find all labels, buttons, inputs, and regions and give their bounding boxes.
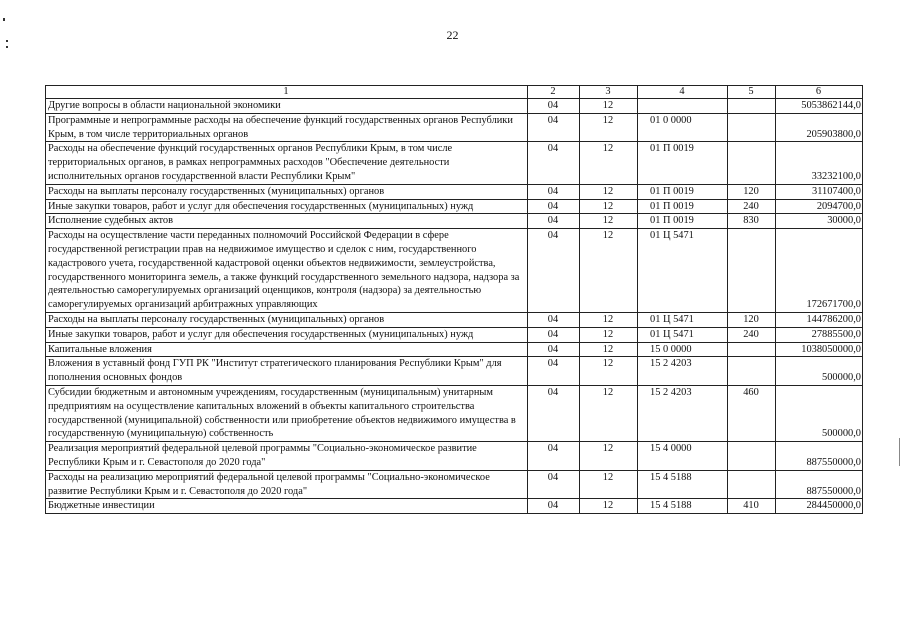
table-row: [46, 199, 863, 214]
cell-target: 15 0 0000: [638, 342, 728, 357]
header-cell-amount: 6: [776, 86, 863, 99]
cell-amount: 1038050000,0: [776, 342, 863, 357]
table-row: [46, 499, 863, 514]
cell-target: 01 Ц 5471: [638, 312, 728, 327]
cell-name: Капитальные вложения: [46, 342, 528, 357]
cell-subsection: 12: [580, 312, 638, 327]
cell-subsection: 12: [580, 499, 638, 514]
cell-type: 410: [728, 499, 776, 514]
cell-section: 04: [528, 385, 580, 441]
cell-name: Расходы на осуществление части переданных полномочий Российской Федерации в сфере государственной регистрации прав на недвижимое имущество и сделок с ним, государственного кадастрового учета, государственной кадастровой оценки объектов недвижимости, землеустройства, государственного мониторинга земель, а также функций государственного земельного надзора, надзора за деятельностью саморегулируемых организаций оценщиков, контроля (надзора) за деятельностью саморегулируемых организаций арбитражных управляющих: [46, 229, 528, 313]
cell-type: [728, 342, 776, 357]
cell-name: Бюджетные инвестиции: [46, 499, 528, 514]
cell-name: Программные и непрограммные расходы на обеспечение функций государственных органов Республики Крым, в том числе территориальных органов: [46, 113, 528, 142]
cell-target: 15 4 5188: [638, 499, 728, 514]
cell-subsection: 12: [580, 99, 638, 114]
cell-subsection: 12: [580, 342, 638, 357]
page-number: 22: [446, 28, 459, 42]
cell-name: Вложения в уставный фонд ГУП РК "Институт стратегического планирования Республики Крым" для пополнения основных фондов: [46, 357, 528, 386]
cell-subsection: 12: [580, 385, 638, 441]
cell-amount: 5053862144,0: [776, 99, 863, 114]
header-cell-section: 2: [528, 86, 580, 99]
cell-type: [728, 442, 776, 471]
table-header-row: [46, 86, 863, 99]
table-row: [46, 357, 863, 386]
cell-amount: 284450000,0: [776, 499, 863, 514]
cell-section: 04: [528, 142, 580, 184]
cell-type: 240: [728, 199, 776, 214]
header-cell-name: 1: [46, 86, 528, 99]
cell-amount: 31107400,0: [776, 184, 863, 199]
cell-subsection: 12: [580, 470, 638, 499]
cell-target: 01 Ц 5471: [638, 229, 728, 313]
cell-target: [638, 99, 728, 114]
cell-subsection: 12: [580, 142, 638, 184]
table-row: [46, 214, 863, 229]
cell-target: 01 П 0019: [638, 214, 728, 229]
cell-amount: 144786200,0: [776, 312, 863, 327]
table-row: [46, 229, 863, 313]
cell-amount: 500000,0: [776, 385, 863, 441]
cell-section: 04: [528, 442, 580, 471]
cell-type: [728, 113, 776, 142]
table-row: [46, 327, 863, 342]
table-row: [46, 470, 863, 499]
cell-section: 04: [528, 113, 580, 142]
cell-subsection: 12: [580, 184, 638, 199]
cell-type: [728, 142, 776, 184]
cell-amount: 30000,0: [776, 214, 863, 229]
cell-name: Расходы на выплаты персоналу государственных (муниципальных) органов: [46, 184, 528, 199]
cell-target: 01 0 0000: [638, 113, 728, 142]
cell-type: 240: [728, 327, 776, 342]
scan-mark-right-edge: [899, 438, 900, 466]
scan-mark-dot-2: [6, 46, 8, 48]
table-row: [46, 184, 863, 199]
cell-section: 04: [528, 229, 580, 313]
header-cell-type: 5: [728, 86, 776, 99]
cell-name: Расходы на обеспечение функций государственных органов Республики Крым, в том числе территориальных органов, в рамках непрограммных расходов "Обеспечение деятельности исполнительных органов государственной власти Республики Крым": [46, 142, 528, 184]
cell-type: [728, 470, 776, 499]
cell-subsection: 12: [580, 113, 638, 142]
cell-subsection: 12: [580, 357, 638, 386]
cell-amount: 887550000,0: [776, 470, 863, 499]
cell-amount: 2094700,0: [776, 199, 863, 214]
cell-name: Реализация мероприятий федеральной целевой программы "Социально-экономическое развитие Республики Крым и г. Севастополя до 2020 года": [46, 442, 528, 471]
table-row: [46, 385, 863, 441]
cell-section: 04: [528, 99, 580, 114]
table-row: [46, 312, 863, 327]
cell-type: [728, 99, 776, 114]
cell-section: 04: [528, 499, 580, 514]
cell-subsection: 12: [580, 214, 638, 229]
budget-table: [45, 85, 863, 514]
cell-name: Иные закупки товаров, работ и услуг для обеспечения государственных (муниципальных) нужд: [46, 199, 528, 214]
cell-name: Иные закупки товаров, работ и услуг для обеспечения государственных (муниципальных) нужд: [46, 327, 528, 342]
cell-name: Субсидии бюджетным и автономным учреждениям, государственным (муниципальным) унитарным предприятиям на осуществление капитальных вложений в объекты капитального строительства государственной (муниципальной) собственности или приобретение объектов недвижимого имущества в государственную (муниципальную) собственность: [46, 385, 528, 441]
cell-subsection: 12: [580, 229, 638, 313]
cell-amount: 205903800,0: [776, 113, 863, 142]
cell-type: [728, 357, 776, 386]
table-row: [46, 99, 863, 114]
cell-name: Расходы на выплаты персоналу государственных (муниципальных) органов: [46, 312, 528, 327]
cell-target: 01 Ц 5471: [638, 327, 728, 342]
table-row: [46, 342, 863, 357]
header-cell-target: 4: [638, 86, 728, 99]
cell-name: Расходы на реализацию мероприятий федеральной целевой программы "Социально-экономическое развитие Республики Крым и г. Севастополя до 2020 года": [46, 470, 528, 499]
scan-mark-dot-1: [6, 40, 8, 42]
cell-section: 04: [528, 327, 580, 342]
cell-type: 120: [728, 312, 776, 327]
cell-target: 15 4 5188: [638, 470, 728, 499]
budget-table-body: [46, 86, 863, 514]
table-row: [46, 113, 863, 142]
cell-amount: 887550000,0: [776, 442, 863, 471]
cell-section: 04: [528, 470, 580, 499]
table-row: [46, 142, 863, 184]
table-row: [46, 442, 863, 471]
cell-subsection: 12: [580, 442, 638, 471]
cell-amount: 500000,0: [776, 357, 863, 386]
cell-name: Исполнение судебных актов: [46, 214, 528, 229]
cell-subsection: 12: [580, 199, 638, 214]
cell-type: [728, 229, 776, 313]
cell-section: 04: [528, 184, 580, 199]
cell-section: 04: [528, 199, 580, 214]
cell-amount: 27885500,0: [776, 327, 863, 342]
cell-section: 04: [528, 312, 580, 327]
cell-type: 460: [728, 385, 776, 441]
cell-amount: 33232100,0: [776, 142, 863, 184]
header-cell-subsection: 3: [580, 86, 638, 99]
cell-target: 15 4 0000: [638, 442, 728, 471]
cell-subsection: 12: [580, 327, 638, 342]
cell-section: 04: [528, 342, 580, 357]
cell-target: 01 П 0019: [638, 199, 728, 214]
cell-section: 04: [528, 214, 580, 229]
cell-name: Другие вопросы в области национальной экономики: [46, 99, 528, 114]
cell-section: 04: [528, 357, 580, 386]
cell-type: 120: [728, 184, 776, 199]
cell-target: 15 2 4203: [638, 385, 728, 441]
scan-mark-top: [3, 18, 5, 21]
cell-target: 01 П 0019: [638, 142, 728, 184]
cell-target: 01 П 0019: [638, 184, 728, 199]
cell-amount: 172671700,0: [776, 229, 863, 313]
cell-type: 830: [728, 214, 776, 229]
cell-target: 15 2 4203: [638, 357, 728, 386]
